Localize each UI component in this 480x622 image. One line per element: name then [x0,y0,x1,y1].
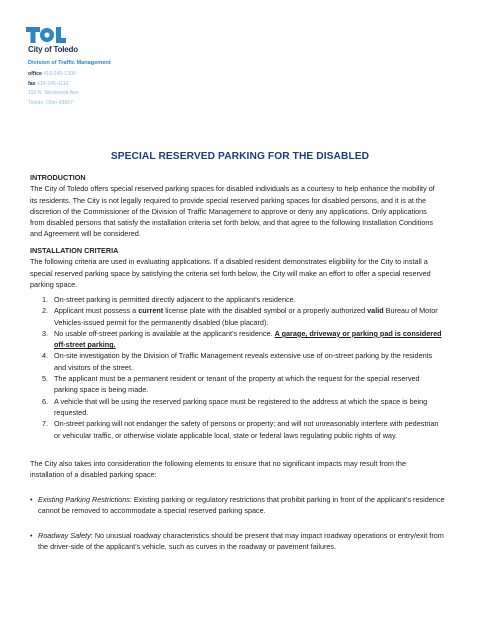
bullet-label: Roadway Safety [38,531,91,540]
criteria-text: No usable off-street parking is available at the applicant’s residence. [54,328,275,338]
criteria-list [30,294,442,441]
installation-section [30,245,442,290]
division-name: Division of Traffic Management [28,60,111,66]
fax-line [28,80,80,90]
criteria-number: 7. [42,419,49,429]
criteria-text: A vehicle that will be using the reserved parking space must be registered to the address at which the space is being requested. [54,396,428,417]
bullet-item [30,530,450,553]
criteria-number: 6. [42,396,49,406]
introduction-text: The City of Toledo offers special reserved parking spaces for disabled individuals as a courtesy to help enhance the mobility of its residents. The City is not legally required to provide special reserved parking spaces for disabled persons, and it is at the discretion of the Commissioner of the Division of Traffic Management to approve or deny any applications. Only applications from disabled persons that satisfy the installation criteria set forth below, and that agree to the following Installation Conditions and Agreement will be considered. [30,184,435,239]
criteria-item [30,418,442,441]
criteria-text: Bureau of Motor Vehicles-issued permit for the permanently disabled (blue placard). [54,306,438,327]
criteria-text: On-site investigation by the Division of Traffic Management reveals extensive use of on-street parking by the residents and visitors of the street. [54,351,433,372]
criteria-text: Applicant must possess a [54,306,139,316]
criteria-text: On-street parking is permitted directly adjacent to the applicant’s residence. [54,295,296,304]
address-line-2: Toledo, Ohio 43607 [28,100,73,107]
criteria-item [30,350,442,373]
contact-block [28,70,80,109]
criteria-emphasis: current [138,306,164,316]
criteria-number: 4. [42,351,49,361]
bullet-icon: • [30,495,33,504]
introduction-section [30,172,442,240]
criteria-text: On-street parking will not endanger the safety of persons or property; and will not unreasonably interfere with pedestrian or vehicular traffic, or otherwise violate applicable local, state or federal laws regulating public rights of way. [54,419,439,440]
installation-heading: INSTALLATION CRITERIA [30,246,119,255]
city-name: City of Toledo [28,45,78,54]
criteria-item [30,294,442,305]
fax-label: fax [28,80,36,87]
criteria-item [30,305,442,328]
bullet-text: : Existing parking or regulatory restrictions that prohibit parking in front of the applicant’s residence cannot be removed to accommodate a special reserved parking space. [38,495,445,516]
fax-phone: 419-245-1110 [36,80,69,87]
bullet-item [30,494,450,517]
criteria-text: The applicant must be a permanent resident or tenant of the property at which the request for the special reserved parking space is being made. [54,374,420,395]
installation-text: The following criteria are used in evaluating applications. If a disabled resident demonstrates eligibility for the City to install a special reserved parking space by satisfying the criteria set forth below, the City will make an effort to offer a special reserved parking space. [30,257,431,289]
criteria-item [30,396,442,419]
criteria-number: 5. [42,374,49,384]
office-line [28,70,80,80]
office-label: office [28,71,42,77]
address-line-1: 110 N. Westwood Ave. [28,90,80,97]
introduction-heading: INTRODUCTION [30,173,86,182]
bullet-text: : No unusual roadway characteristics should be present that may impact roadway operations or entry/exit from the driver-side of the applicant’s vehicle, such as curves in the roadway or pavement failures. [38,531,444,552]
criteria-number: 2. [42,306,49,316]
criteria-text: license plate with the disabled symbol or a properly authorized [163,306,368,316]
criteria-emphasis: valid [367,306,384,316]
criteria-emphasis: A garage, driveway or parking pad is considered off-street parking. [54,328,442,350]
bullet-icon: • [30,531,33,540]
office-phone: 419-245-1300 [43,71,76,77]
criteria-number: 1. [42,295,49,304]
criteria-item [30,373,442,396]
closing-paragraph: The City also takes into consideration the following elements to ensure that no significant impacts may result from the installation of a disabled parking space: [30,459,406,480]
bullet-label: Existing Parking Restrictions [38,495,130,504]
document-title: SPECIAL RESERVED PARKING FOR THE DISABLED [110,151,370,162]
criteria-number: 3. [42,328,49,338]
criteria-item [30,328,442,351]
